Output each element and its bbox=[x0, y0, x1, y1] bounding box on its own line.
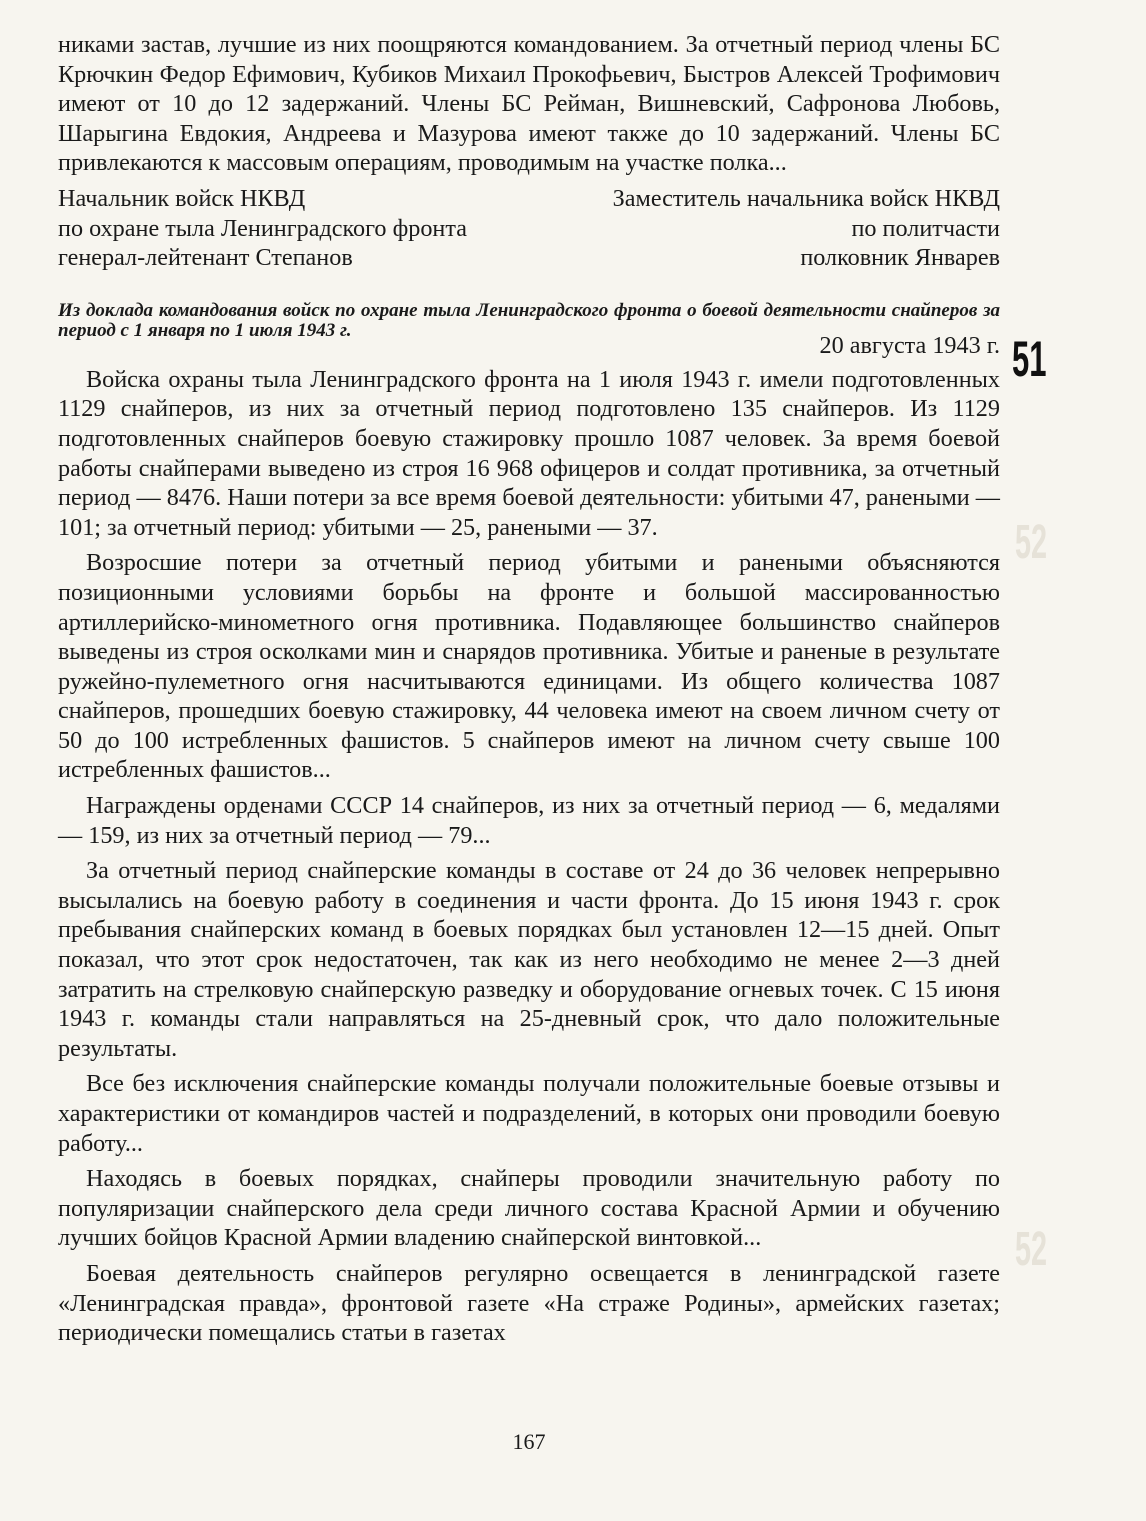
body-paragraph: Войска охраны тыла Ленинградского фронта на 1 июля 1943 г. имели подготовленных 1129 снайперов, из них за отчетный период подготовлено 135 снайперов. Из 1129 подготовленных снайперов боевую стажировку прошло 1087 человек. За время боевой работы снайперами выведено из строя 16 968 офицеров и солдат противника, за отчетный период — 8476. Наши потери за все время боевой деятельности: убитыми 47, ранеными — 101; за отчетный период: убитыми — 25, ранеными — 37. bbox=[58, 365, 1000, 541]
document-title: Из доклада командования войск по охране тыла Ленинградского фронта о боевой деятельности снайперов за период с 1 января по 1 июля 1943 г. bbox=[58, 299, 1000, 341]
document-number: 51 bbox=[1012, 331, 1047, 387]
sig-right-3: полковник Январев bbox=[800, 244, 1000, 272]
sig-left-2: по охране тыла Ленинградского фронта bbox=[58, 214, 467, 242]
sig-left-3: генерал-лейтенант Степанов bbox=[58, 244, 353, 272]
document-body bbox=[58, 365, 1000, 1348]
sig-left-1: Начальник войск НКВД bbox=[58, 184, 306, 212]
body-paragraph: Награждены орденами СССР 14 снайперов, из них за отчетный период — 6, медалями — 159, из них за отчетный период — 79... bbox=[58, 792, 1000, 849]
body-paragraph: Все без исключения снайперские команды получали положительные боевые отзывы и характеристики от командиров частей и подразделений, в которых они проводили боевую работу... bbox=[58, 1070, 1000, 1157]
body-paragraph: Боевая деятельность снайперов регулярно освещается в ленинградской газете «Ленинградская правда», фронтовой газете «На страже Родины», армейских газетах; периодически помещались статьи в газетах bbox=[58, 1259, 1000, 1347]
signature-block bbox=[58, 184, 1000, 273]
document-date: 20 августа 1943 г. bbox=[819, 331, 1000, 359]
page-content bbox=[58, 30, 1000, 1348]
bleed-through-number: 52 bbox=[1015, 516, 1048, 569]
sig-right-1: Заместитель начальника войск НКВД bbox=[612, 184, 1000, 212]
body-paragraph: Находясь в боевых порядках, снайперы проводили значительную работу по популяризации снайперского дела среди личного состава Красной Армии и обучению лучших бойцов Красной Армии владению снайперской винтовкой... bbox=[58, 1165, 1000, 1252]
bleed-through-number: 52 bbox=[1015, 1223, 1048, 1276]
intro-paragraph: никами застав, лучшие из них поощряются командованием. За отчетный период члены БС Крючкин Федор Ефимович, Кубиков Михаил Прокофьевич, Быстров Алексей Трофимович имеют от 10 до 12 задержаний. Члены БС Рейман, Вишневский, Сафронова Любовь, Шарыгина Евдокия, Андреева и Мазурова имеют также до 10 задержаний. Члены БС привлекаются к массовым операциям, проводимым на участке полка... bbox=[58, 31, 1000, 177]
document-header bbox=[58, 301, 1000, 359]
intro-block bbox=[58, 30, 1000, 178]
page-number: 167 bbox=[512, 1429, 546, 1454]
body-paragraph: Возросшие потери за отчетный период убитыми и ранеными объясняются позиционными условиями борьбы на фронте и большой массированностью артиллерийско-минометного огня противника. Подавляющее большинство снайперов выведены из строя осколками мин и снарядов противника. Убитые и раненые в результате ружейно-пулеметного огня насчитываются единицами. Из общего количества 1087 снайперов, прошедших боевую стажировку, 44 человека имеют на своем личном счету от 50 до 100 истребленных фашистов. 5 снайперов имеют на личном счету свыше 100 истребленных фашистов... bbox=[58, 549, 1000, 784]
body-paragraph: За отчетный период снайперские команды в составе от 24 до 36 человек непрерывно высылались на боевую работу в соединения и части фронта. До 15 июня 1943 г. срок пребывания снайперских команд в боевых порядках был установлен 12—15 дней. Опыт показал, что этот срок недостаточен, так как из него необходимо не менее 2—3 дней затратить на стрелковую снайперскую разведку и оборудование огневых точек. С 15 июня 1943 г. команды стали направляться на 25-дневный срок, что дало положительные результаты. bbox=[58, 857, 1000, 1062]
sig-right-2: по политчасти bbox=[851, 214, 1000, 242]
